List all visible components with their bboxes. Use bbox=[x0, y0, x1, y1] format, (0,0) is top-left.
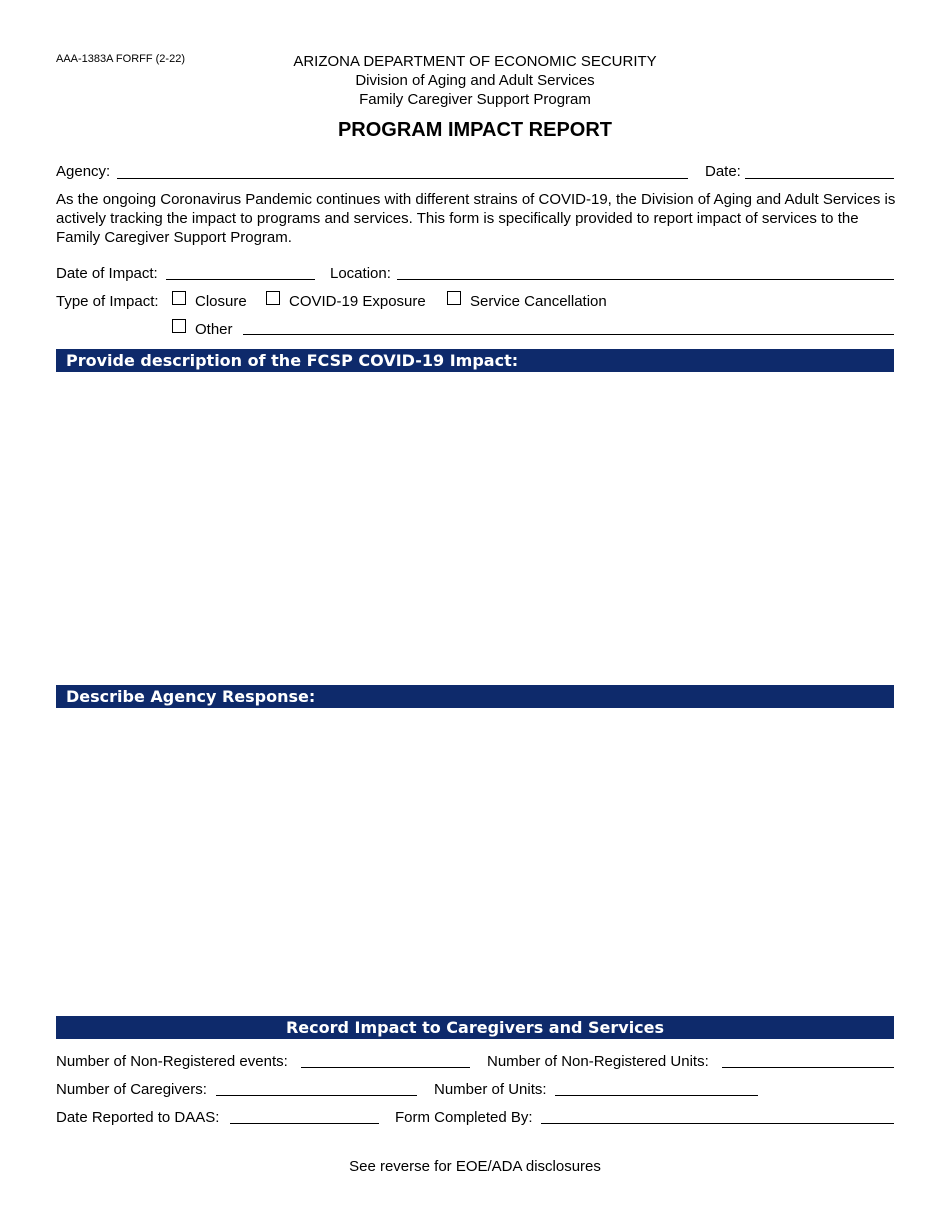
description-section-header bbox=[56, 349, 894, 372]
exposure-checkbox[interactable] bbox=[266, 291, 280, 305]
header bbox=[0, 52, 950, 109]
non-registered-units-label: Number of Non-Registered Units: bbox=[487, 1053, 709, 1070]
response-heading: Describe Agency Response: bbox=[66, 687, 316, 706]
closure-label: Closure bbox=[195, 293, 247, 310]
response-area[interactable] bbox=[56, 709, 894, 1014]
other-label: Other bbox=[195, 321, 233, 338]
program-name: Family Caregiver Support Program bbox=[359, 91, 591, 108]
cancellation-checkbox[interactable] bbox=[447, 291, 461, 305]
page-title: PROGRAM IMPACT REPORT bbox=[337, 119, 613, 141]
response-section-header bbox=[56, 685, 894, 708]
date-of-impact-label: Date of Impact: bbox=[56, 265, 158, 282]
exposure-label: COVID-19 Exposure bbox=[289, 293, 426, 310]
non-registered-events-label: Number of Non-Registered events: bbox=[56, 1053, 288, 1070]
closure-checkbox[interactable] bbox=[172, 291, 186, 305]
caregivers-field[interactable] bbox=[216, 1095, 417, 1096]
type-of-impact-label: Type of Impact: bbox=[56, 293, 159, 310]
intro-paragraph: As the ongoing Coronavirus Pandemic continues with different strains of COVID-19, the Division of Aging and Adult Services is actively tracking the impact to programs and services. This form is specifically provided to report impact of services to the Family Caregiver Support Program. bbox=[56, 191, 896, 246]
units-field[interactable] bbox=[555, 1095, 758, 1096]
date-field[interactable] bbox=[745, 178, 894, 179]
other-field[interactable] bbox=[243, 334, 894, 335]
description-area[interactable] bbox=[56, 373, 894, 683]
other-checkbox[interactable] bbox=[172, 319, 186, 333]
record-section-header bbox=[56, 1016, 894, 1039]
location-field[interactable] bbox=[397, 279, 894, 280]
form-code: AAA-1383A FORFF (2-22) bbox=[56, 53, 185, 65]
agency-field[interactable] bbox=[117, 178, 688, 179]
location-label: Location: bbox=[330, 265, 391, 282]
completed-by-label: Form Completed By: bbox=[395, 1109, 533, 1126]
date-reported-field[interactable] bbox=[230, 1123, 379, 1124]
description-heading: Provide description of the FCSP COVID-19 Impact: bbox=[66, 351, 519, 370]
caregivers-label: Number of Caregivers: bbox=[56, 1081, 207, 1098]
non-registered-units-field[interactable] bbox=[722, 1067, 894, 1068]
cancellation-label: Service Cancellation bbox=[470, 293, 607, 310]
footer-note: See reverse for EOE/ADA disclosures bbox=[349, 1158, 601, 1175]
date-of-impact-field[interactable] bbox=[166, 279, 315, 280]
date-reported-label: Date Reported to DAAS: bbox=[56, 1109, 220, 1126]
date-label: Date: bbox=[705, 163, 741, 180]
units-label: Number of Units: bbox=[434, 1081, 547, 1098]
completed-by-field[interactable] bbox=[541, 1123, 894, 1124]
division-name: Division of Aging and Adult Services bbox=[355, 72, 595, 89]
record-heading: Record Impact to Caregivers and Services bbox=[285, 1018, 665, 1037]
non-registered-events-field[interactable] bbox=[301, 1067, 470, 1068]
agency-label: Agency: bbox=[56, 163, 111, 180]
department-name: ARIZONA DEPARTMENT OF ECONOMIC SECURITY bbox=[293, 53, 657, 70]
